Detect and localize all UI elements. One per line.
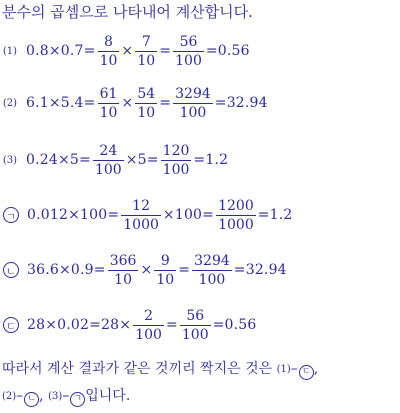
fraction bbox=[154, 252, 176, 289]
fraction bbox=[161, 142, 192, 179]
equation-row-nieun bbox=[2, 247, 287, 293]
expr-text: 28×0.02=28× bbox=[27, 317, 132, 333]
item-label-circled: ㄴ bbox=[3, 262, 19, 278]
result-text: =1.2 bbox=[193, 152, 229, 168]
operator: = bbox=[165, 317, 178, 333]
pair-number: (3) bbox=[48, 391, 63, 402]
fraction bbox=[98, 33, 120, 70]
denominator: 1000 bbox=[218, 216, 254, 233]
numerator: 54 bbox=[137, 85, 156, 102]
numerator: 24 bbox=[99, 142, 118, 159]
equation-row-1 bbox=[2, 28, 250, 74]
expr-text: 0.8×0.7= bbox=[26, 43, 96, 59]
intro-text: 분수의 곱셈으로 나타내어 계산합니다. bbox=[2, 3, 253, 21]
fraction bbox=[216, 197, 256, 234]
pair-number: (1) bbox=[276, 364, 291, 375]
result-text: =0.56 bbox=[212, 317, 257, 333]
numerator: 61 bbox=[99, 85, 118, 102]
numerator: 7 bbox=[141, 33, 151, 50]
denominator: 100 bbox=[94, 161, 122, 178]
pair-separator: , bbox=[39, 388, 44, 404]
pair-dash: – bbox=[62, 388, 70, 404]
numerator: 8 bbox=[104, 33, 113, 50]
result-text: =1.2 bbox=[257, 207, 293, 223]
conclusion-ending: 입니다. bbox=[85, 388, 131, 404]
expr-text: 6.1×5.4= bbox=[26, 95, 96, 111]
denominator: 10 bbox=[156, 271, 175, 288]
equation-row-giyeok bbox=[2, 192, 293, 238]
denominator: 100 bbox=[179, 104, 207, 121]
item-label: (2) bbox=[2, 97, 18, 109]
equation-row-digeut bbox=[2, 302, 257, 348]
denominator: 100 bbox=[181, 326, 209, 343]
fraction bbox=[180, 307, 211, 344]
expr-text: 36.6×0.9= bbox=[27, 262, 106, 278]
expr-text: 0.012×100= bbox=[27, 207, 120, 223]
numerator: 56 bbox=[186, 307, 205, 324]
numerator: 3294 bbox=[175, 85, 211, 102]
conclusion-line-2 bbox=[2, 383, 398, 410]
fraction bbox=[192, 252, 232, 289]
denominator: 100 bbox=[175, 52, 202, 69]
numerator: 3294 bbox=[194, 252, 230, 269]
numerator: 1200 bbox=[218, 197, 254, 214]
operator: = bbox=[178, 262, 191, 278]
conclusion-lead: 따라서 계산 결과가 같은 것끼리 짝지은 것은 bbox=[2, 361, 273, 377]
pair-circled-letter: ㄷ bbox=[299, 365, 314, 380]
conclusion-text bbox=[2, 356, 398, 410]
conclusion-line-1 bbox=[2, 356, 398, 383]
operator: × bbox=[121, 43, 134, 59]
fraction bbox=[173, 33, 204, 70]
pair-dash: – bbox=[290, 361, 298, 377]
fraction bbox=[98, 85, 120, 122]
fraction bbox=[133, 307, 164, 344]
item-label-circled: ㄷ bbox=[3, 317, 19, 333]
fraction bbox=[135, 85, 157, 122]
equation-row-2 bbox=[2, 80, 268, 126]
denominator: 10 bbox=[137, 52, 156, 69]
operator: × bbox=[121, 95, 134, 111]
numerator: 2 bbox=[144, 307, 154, 324]
denominator: 10 bbox=[137, 104, 156, 121]
fraction bbox=[121, 197, 161, 234]
denominator: 10 bbox=[99, 104, 118, 121]
fraction bbox=[93, 142, 124, 179]
equation-row-3 bbox=[2, 137, 228, 183]
item-label: (3) bbox=[2, 154, 18, 166]
fraction bbox=[135, 33, 157, 70]
result-text: =32.94 bbox=[214, 95, 268, 111]
denominator: 1000 bbox=[123, 216, 159, 233]
expr-text: 0.24×5= bbox=[26, 152, 91, 168]
operator: = bbox=[159, 95, 172, 111]
pair-circled-letter: ㄴ bbox=[24, 392, 39, 407]
numerator: 56 bbox=[179, 33, 198, 50]
denominator: 100 bbox=[162, 161, 190, 178]
operator: ×100= bbox=[162, 207, 215, 223]
operator: = bbox=[159, 43, 172, 59]
pair-separator: , bbox=[313, 361, 319, 377]
numerator: 366 bbox=[109, 252, 137, 269]
result-text: =0.56 bbox=[205, 43, 250, 59]
item-label: (1) bbox=[2, 45, 18, 57]
denominator: 100 bbox=[135, 326, 162, 343]
pair-circled-letter: ㄱ bbox=[70, 392, 85, 407]
pair-number: (2) bbox=[2, 391, 17, 402]
operator: ×5= bbox=[125, 152, 159, 168]
pair-dash: – bbox=[16, 388, 24, 404]
item-label-circled: ㄱ bbox=[3, 207, 19, 223]
fraction bbox=[173, 85, 213, 122]
denominator: 100 bbox=[198, 271, 226, 288]
denominator: 10 bbox=[99, 52, 118, 69]
numerator: 9 bbox=[160, 252, 170, 269]
result-text: =32.94 bbox=[233, 262, 287, 278]
numerator: 120 bbox=[162, 142, 190, 159]
denominator: 10 bbox=[114, 271, 132, 288]
numerator: 12 bbox=[132, 197, 150, 214]
fraction bbox=[108, 252, 139, 289]
operator: × bbox=[140, 262, 153, 278]
